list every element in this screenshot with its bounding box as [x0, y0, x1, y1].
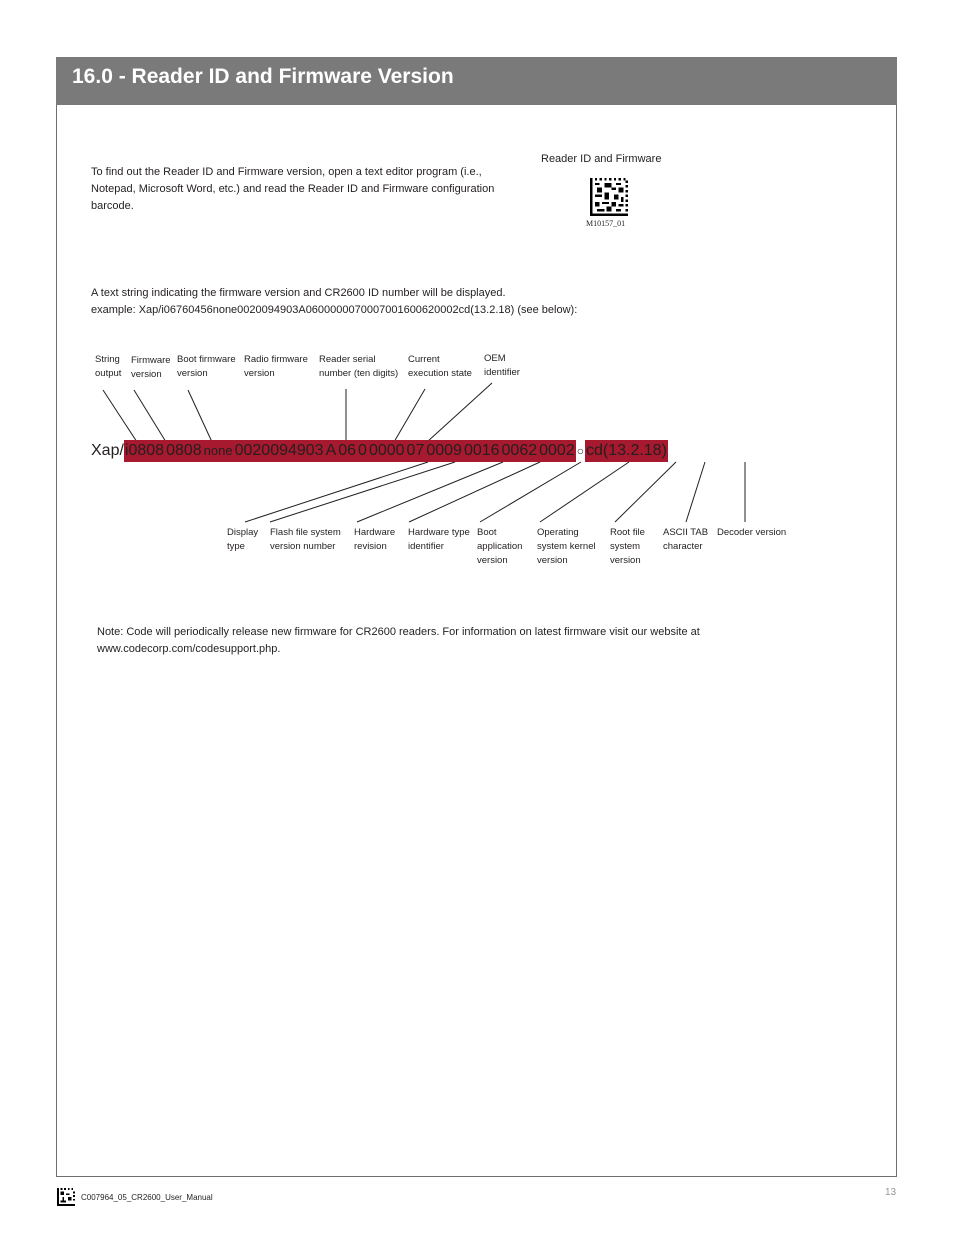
intro-paragraph: To find out the Reader ID and Firmware version, open a text editor program (i.e., Notepad, Microsoft Word, etc.) and read the Reader ID and Firmware configuration barcode.: [91, 166, 495, 212]
segment-decoder-version: cd(13.2.18): [585, 440, 668, 462]
tab-character-icon: ○: [576, 444, 584, 458]
footer-barcode: [57, 1188, 75, 1206]
page-frame: [56, 57, 897, 1177]
segment-flash-fs: 0000: [368, 440, 406, 462]
page-number: 13: [885, 1187, 897, 1198]
segment-os-kernel: 0062: [501, 440, 539, 462]
segment-hardware-type: 0009: [425, 440, 463, 462]
note-paragraph: Note: Code will periodically release new firmware for CR2600 readers. For information on latest firmware visit our website at www.codecorp.com/codesupport.php.: [97, 626, 700, 655]
label-hardware-revision: Hardware revision: [354, 527, 396, 552]
section-header: [56, 57, 897, 105]
label-oem-identifier: OEM identifier: [484, 353, 520, 378]
segment-boot-application: 0016: [463, 440, 501, 462]
example-line-1: A text string indicating the firmware version and CR2600 ID number will be displayed.: [91, 287, 506, 299]
footer-doc-id: C007964_05_CR2600_User_Manual: [81, 1193, 213, 1202]
label-flash-file-system: Flash file system version number: [270, 527, 341, 552]
firmware-string: [91, 440, 668, 462]
example-line-2: example: Xap/i06760456none0020094903A0600000070007001600620002cd(13.2.18) (see below):: [91, 304, 578, 316]
segment-radio-firmware: none: [203, 440, 234, 462]
label-current-execution-state: Current execution state: [408, 354, 472, 379]
segment-hardware-revision: 07: [406, 440, 426, 462]
string-prefix: Xap/: [91, 442, 124, 459]
segment-serial-number: 0020094903: [234, 440, 325, 462]
segment-boot-firmware: 0808: [165, 440, 203, 462]
label-boot-application: Boot application version: [477, 527, 523, 566]
segment-root-fs: 0002: [538, 440, 576, 462]
page-title: 16.0 - Reader ID and Firmware Version: [72, 65, 454, 88]
segment-execution-state: A: [325, 440, 338, 462]
label-hardware-type: Hardware type identifier: [408, 527, 470, 552]
label-os-kernel: Operating system kernel version: [537, 527, 596, 566]
barcode-caption: Reader ID and Firmware: [541, 153, 662, 165]
label-firmware-version: Firmware version: [131, 355, 171, 380]
label-boot-firmware-version: Boot firmware version: [177, 354, 236, 379]
datamatrix-barcode: [590, 178, 628, 216]
label-string-output: String output: [95, 354, 122, 379]
label-decoder-version: Decoder version: [717, 527, 787, 538]
label-ascii-tab: ASCII TAB character: [663, 527, 709, 552]
label-radio-firmware-version: Radio firmware version: [244, 354, 308, 379]
label-root-file-system: Root file system version: [610, 527, 645, 566]
segment-oem: 06: [337, 440, 357, 462]
label-reader-serial-number: Reader serial number (ten digits): [319, 354, 399, 379]
example-paragraph: [91, 285, 791, 319]
label-display-type: Display type: [227, 527, 259, 552]
barcode-code: M10157_01: [586, 219, 626, 228]
segment-firmware: i0808: [124, 440, 165, 462]
segment-display-type: 0: [357, 440, 368, 462]
